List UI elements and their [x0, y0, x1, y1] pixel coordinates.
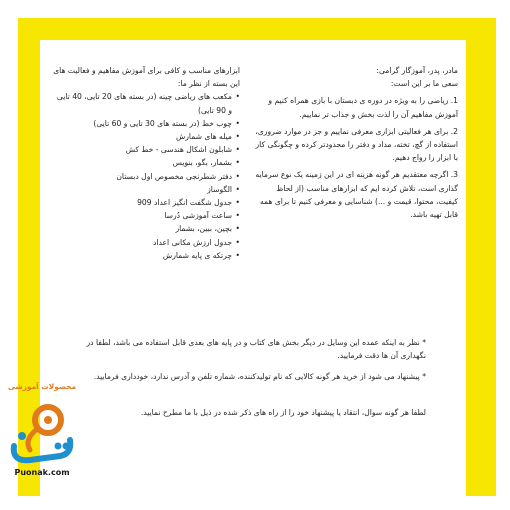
intro-column	[252, 64, 458, 221]
tools-intro: ابزارهای مناسب و کافی برای آموزش مفاهیم و فعالیت های این بسته از نظر ما:	[53, 66, 240, 89]
brand-logo	[4, 382, 80, 492]
aim-item-2: 2. برای هر فعالیتی ابزاری معرفی نماییم و جز در موارد ضروری، استفاده از گچ، تخته، مداد و دفتر را محدودتر کرده و چگونگی کار با ابزار را رواج دهیم.	[255, 126, 458, 163]
note-storage: * نظر به اینکه عمده این وسایل در دیگر بخش های کتاب و در پایه های بعدی قابل استفاده می باشد، لطفا در نگهداری آن ها دقت فرمایید.	[86, 337, 426, 360]
page-content	[40, 40, 466, 496]
list-item: • بچین، ببین، بشمار	[52, 222, 240, 235]
list-item: • جدول ارزش مکانی اعداد	[52, 236, 240, 249]
aim-item-3: 3. اگرچه معتقدیم هر گونه هزینه ای در این زمینه یک نوع سرمایه گذاری است، تلاش کرده ایم که ابزارهای مناسب (از لحاظ کیفیت، محتوا، قیمت و ...) شناسایی و معرفی کنیم تا برای همه قابل تهیه باشد.	[255, 170, 458, 220]
logo-tagline: محصولات آموزشی	[7, 382, 77, 391]
logo-site: Puonak.com	[14, 468, 70, 477]
aim-item-1: 1. ریاضی را به ویژه در دوره ی دبستان با بازی همراه کنیم و آموزش مفاهیم آن را لذت بخش و جذاب تر نماییم.	[268, 96, 458, 119]
tools-list	[52, 90, 240, 262]
salutation: مادر، پدر، آموزگار گرامی:	[376, 66, 458, 75]
list-item: • چوب خط (در بسته های 30 تایی و 60 تایی)	[52, 117, 240, 130]
closing-note: لطفا هر گونه سوال، انتقاد یا پیشنهاد خود را از راه های ذکر شده در ذیل با ما مطرح نمایید.	[140, 407, 426, 417]
tools-column	[52, 64, 240, 262]
list-item: • الگوساز	[52, 183, 240, 196]
list-item: • جدول شگفت انگیز اعداد 909	[52, 196, 240, 209]
list-item: • میله های شمارش	[52, 130, 240, 143]
list-item: • ساعت آموزشی دُرسا	[52, 209, 240, 222]
list-item: • چرتکه ی پایه شمارش	[52, 249, 240, 262]
list-item: • دفتر شطرنجی مخصوص اول دبستان	[52, 170, 240, 183]
note-purchase: * پیشنهاد می شود از خرید هر گونه کالایی که نام تولیدکننده، شماره تلفن و آدرس ندارد، خودداری فرمایید.	[93, 371, 426, 381]
aim-heading: سعی ما بر این است:	[390, 79, 458, 89]
notes-section	[70, 328, 426, 427]
list-item: • بشمار، بگو، بنویس	[52, 156, 240, 169]
logo-mark-icon	[8, 396, 76, 466]
list-item: • شابلون اشکال هندسی - خط کش	[52, 143, 240, 156]
list-item: • مکعب های ریاضی چینه (در بسته های 20 تایی، 40 تایی و 90 تایی)	[52, 90, 240, 116]
